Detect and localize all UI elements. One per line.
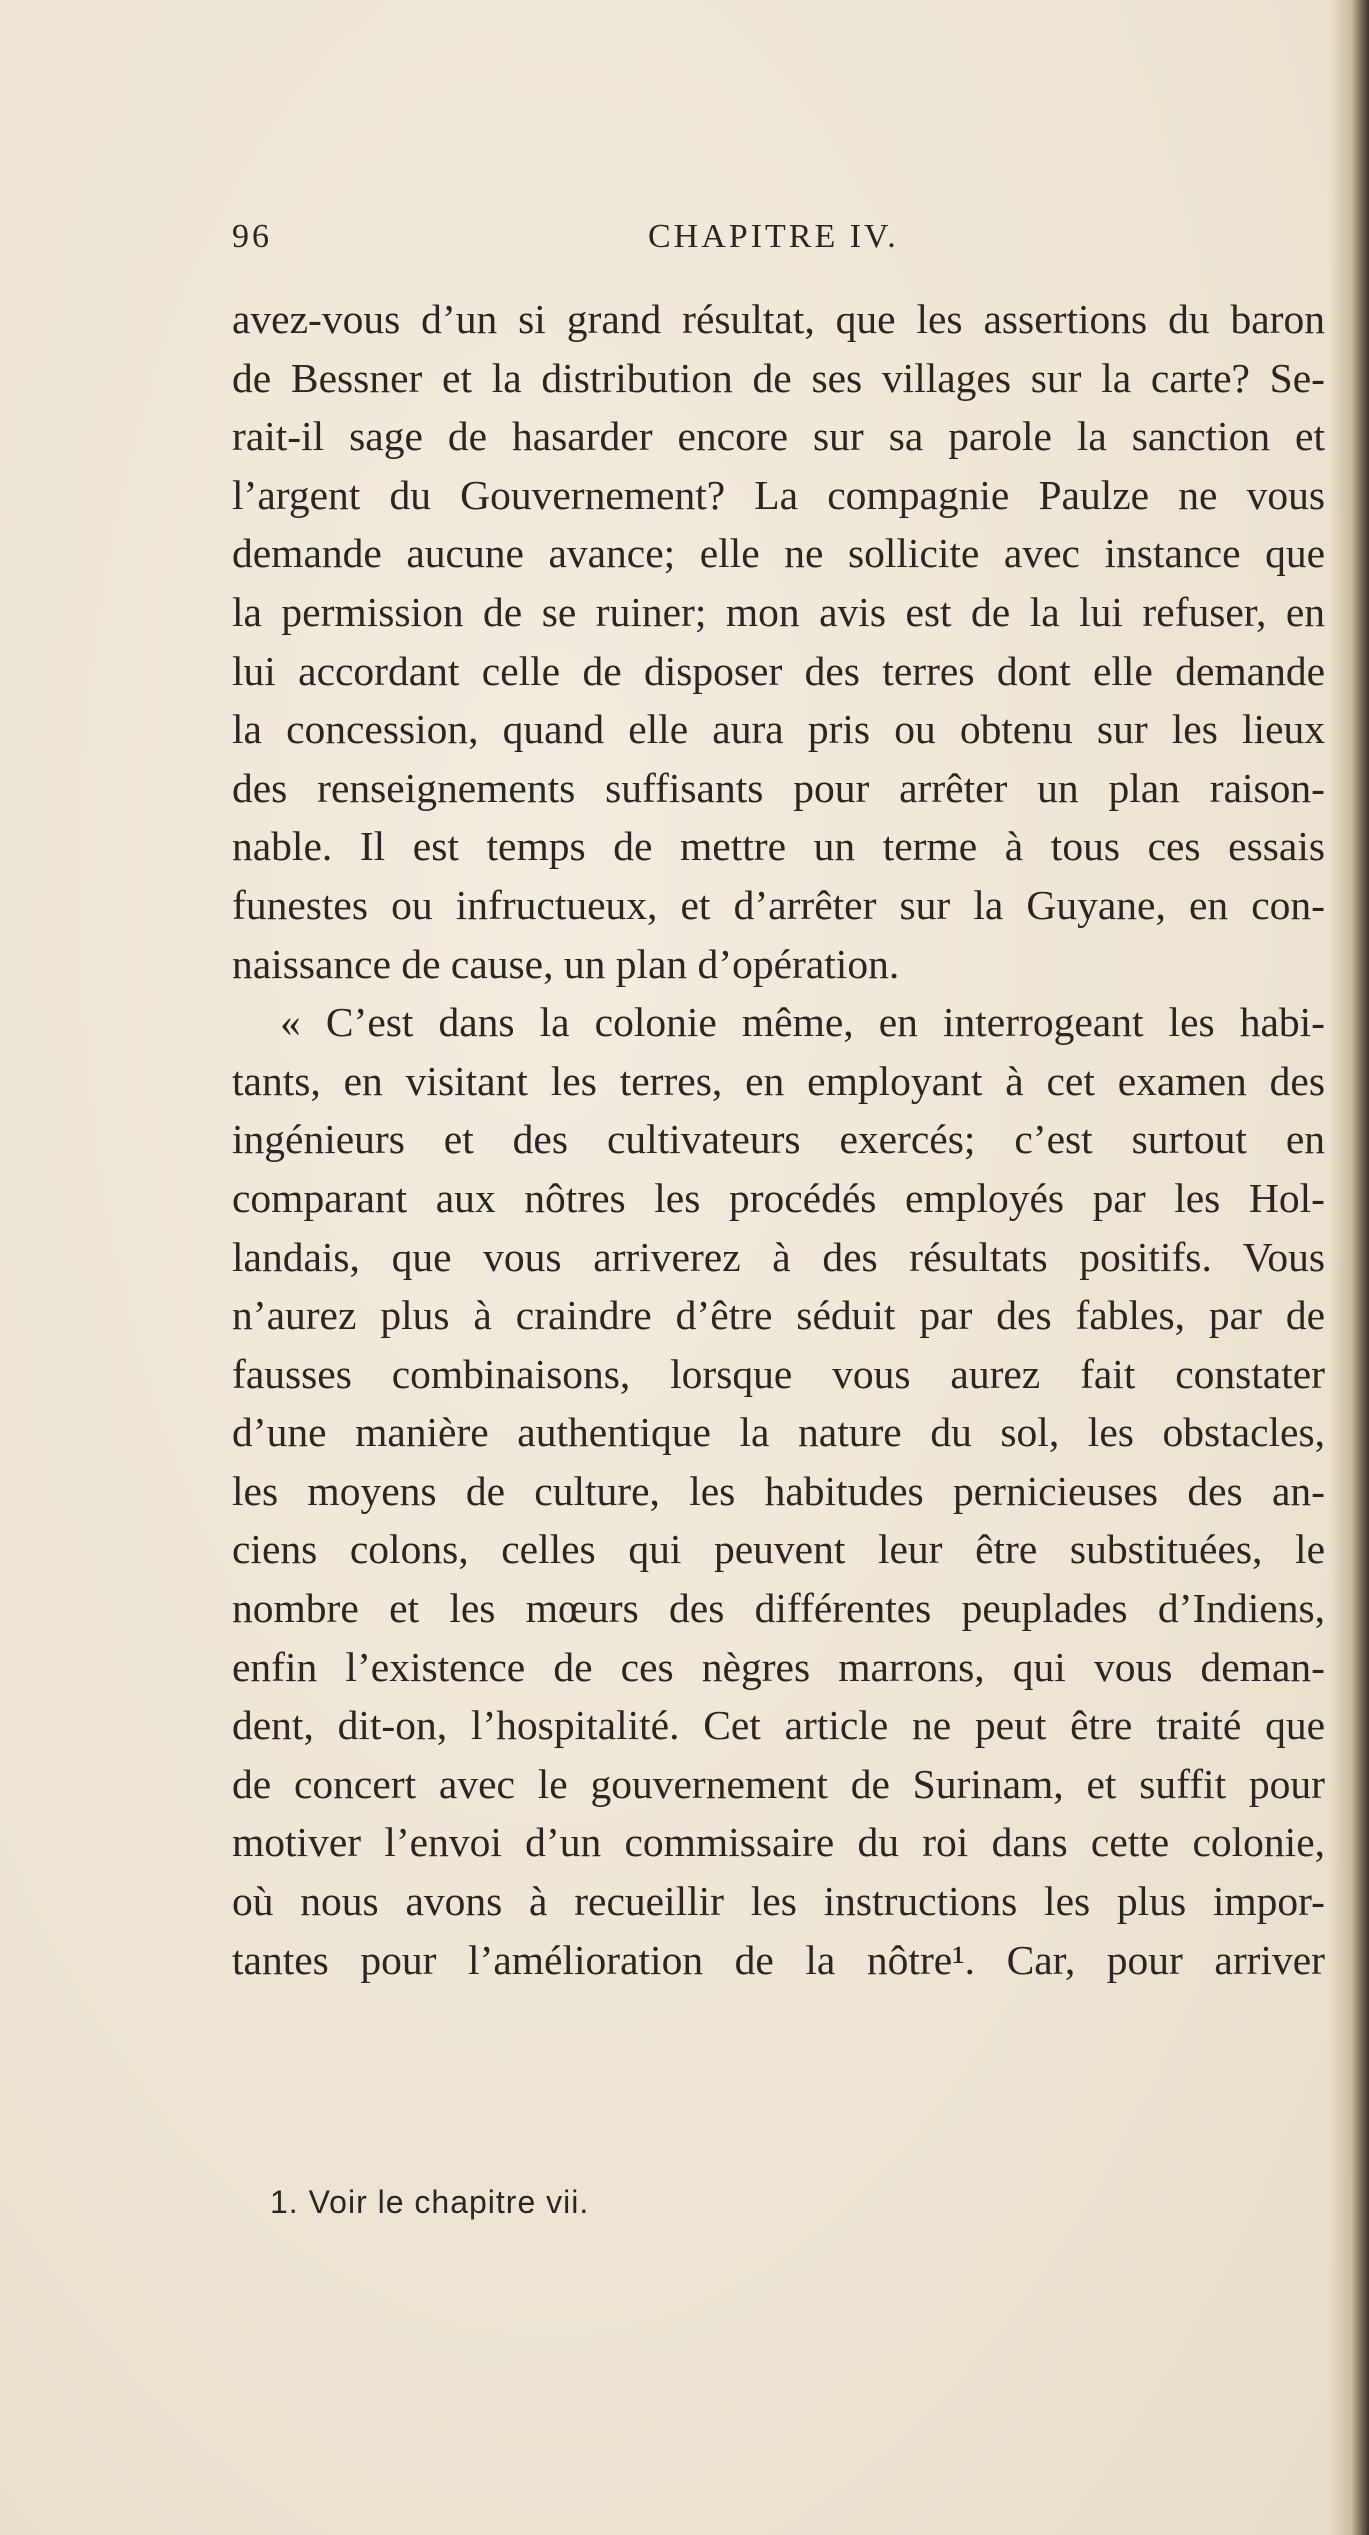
- text-line: rait-il sage de hasarder encore sur sa parole la sanction et: [232, 413, 1325, 460]
- text-line: naissance de cause, un plan d’opération.: [232, 940, 900, 987]
- text-line: lui accordant celle de disposer des terres dont elle demande: [232, 647, 1325, 694]
- text-line: de Bessner et la distribution de ses villages sur la carte? Se-: [232, 354, 1325, 401]
- text-line: la concession, quand elle aura pris ou obtenu sur les lieux: [232, 706, 1325, 753]
- footnote: 1. Voir le chapitre vii.: [270, 2184, 590, 2220]
- text-line: la permission de se ruiner; mon avis est de la lui refuser, en: [232, 588, 1325, 635]
- text-line: « C’est dans la colonie même, en interrogeant les habi-: [280, 999, 1325, 1046]
- page-header: [232, 218, 1330, 258]
- text-line: fausses combinaisons, lorsque vous aurez fait constater: [232, 1350, 1325, 1397]
- page-edge-shadow: [1329, 0, 1369, 2535]
- text-line: dent, dit-on, l’hospitalité. Cet article ne peut être traité que: [232, 1702, 1325, 1749]
- text-line: demande aucune avance; elle ne sollicite avec instance que: [232, 530, 1325, 577]
- text-line: avez-vous d’un si grand résultat, que les assertions du baron: [232, 296, 1325, 342]
- text-line: enfin l’existence de ces nègres marrons, qui vous deman-: [232, 1643, 1325, 1690]
- text-line: funestes ou infructueux, et d’arrêter sur la Guyane, en con-: [232, 881, 1325, 928]
- text-line: des renseignements suffisants pour arrêter un plan raison-: [232, 764, 1325, 811]
- text-line: motiver l’envoi d’un commissaire du roi dans cette colonie,: [232, 1819, 1325, 1866]
- text-line: tants, en visitant les terres, en employant à cet examen des: [232, 1057, 1325, 1104]
- text-line: où nous avons à recueillir les instructions les plus impor-: [232, 1878, 1325, 1925]
- text-line: tantes pour l’amélioration de la nôtre¹. Car, pour arriver: [232, 1936, 1325, 1983]
- text-line: n’aurez plus à craindre d’être séduit par des fables, par de: [232, 1292, 1325, 1339]
- page-number: 96: [232, 218, 272, 255]
- text-line: nable. Il est temps de mettre un terme à tous ces essais: [232, 823, 1325, 870]
- text-line: ciens colons, celles qui peuvent leur être substituées, le: [232, 1526, 1325, 1573]
- text-line: d’une manière authentique la nature du sol, les obstacles,: [232, 1409, 1325, 1456]
- running-head: CHAPITRE IV.: [648, 218, 899, 255]
- text-line: de concert avec le gouvernement de Surinam, et suffit pour: [232, 1760, 1325, 1807]
- text-line: nombre et les mœurs des différentes peuplades d’Indiens,: [232, 1585, 1325, 1632]
- text-line: ingénieurs et des cultivateurs exercés; c’est surtout en: [232, 1116, 1325, 1163]
- text-line: landais, que vous arriverez à des résultats positifs. Vous: [232, 1233, 1325, 1280]
- body-text: [232, 290, 1325, 1989]
- text-line: l’argent du Gouvernement? La compagnie Paulze ne vous: [232, 471, 1325, 518]
- text-line: les moyens de culture, les habitudes pernicieuses des an-: [232, 1467, 1325, 1514]
- text-line: comparant aux nôtres les procédés employés par les Hol-: [232, 1174, 1325, 1221]
